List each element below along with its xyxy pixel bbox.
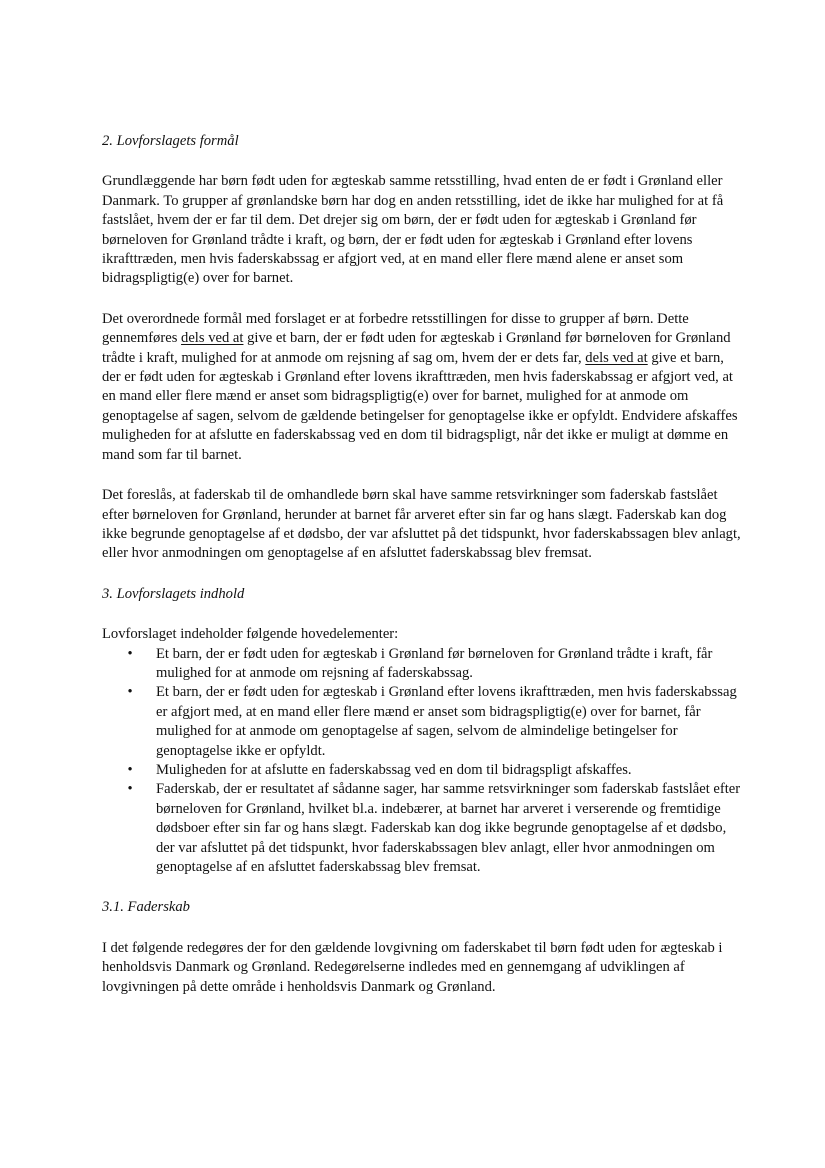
paragraph-retsvirkninger: Det foreslås, at faderskab til de omhandlede børn skal have samme retsvirkninger som faderskab fastslået efter børneloven for Grønland, herunder at barnet får arveret efter sin far og hans slægt. Faderskab kan dog ikke begrunde genoptagelse af et dødsbo, der var afsluttet på det tidspunkt, hvor faderskabssagen blev anlagt, eller hvor anmodningen om genoptagelse af en afsluttet faderskabssag blev fremsat.	[102, 487, 741, 562]
list-item	[120, 780, 742, 877]
list-item-text: Faderskab, der er resultatet af sådanne sager, har samme retsvirkninger som faderskab fastslået efter børneloven for Grønland, hvilket bl.a. indebærer, at barnet har arveret i verserende og fremtidige dødsboer efter sin far og hans slægt. Faderskab kan dog ikke begrunde genoptagelse af et dødsbo, der var afsluttet på det tidspunkt, hvor faderskabssagen blev anlagt, eller hvor anmodningen om genoptagelse af en afsluttet faderskabssag blev fremsat.	[156, 781, 741, 875]
list-item-text: Muligheden for at afslutte en faderskabssag ved en dom til bidragspligt afskaffes.	[156, 761, 632, 778]
bullet-icon: •	[127, 645, 133, 662]
paragraph-overordnede-formaal	[102, 310, 742, 465]
section-heading-lovforslagets-indhold: 3. Lovforslagets indhold	[102, 585, 245, 602]
paragraph-text: Det overordnede formål med forslaget er at forbedre retsstillingen for disse to grupper af børn. Dette gennemføres	[102, 310, 689, 347]
list-item	[120, 761, 742, 780]
underlined-text: dels ved at	[181, 330, 244, 347]
underlined-text: dels ved at	[585, 349, 648, 366]
paragraph-text: give et barn, der er født uden for ægteskab i Grønland før børneloven for Grønland trådte i kraft, mulighed for at anmode om rejsning af sag om, hvem der er dets far,	[102, 330, 731, 366]
paragraph-text: give et barn, der er født uden for ægteskab i Grønland efter lovens ikrafttræden, men hvis faderskabssag er afgjort ved, at en mand eller flere mænd er anset som bidragspligtig(e) over for barnet, mulighed for at anmode om genoptagelse af sagen, selvom de gældende betingelser for genoptagelse ikke er opfyldt. Endvidere afskaffes muligheden for at afslutte en faderskabssag ved en dom til bidragspligt, når det ikke er muligt at dømme en mand som far til barnet.	[102, 349, 738, 463]
paragraph-hovedelementer-intro: Lovforslaget indeholder følgende hovedelementer:	[102, 626, 399, 643]
bullet-icon: •	[127, 761, 133, 778]
section-heading-faderskab: 3.1. Faderskab	[102, 899, 190, 916]
paragraph-retsstilling: Grundlæggende har børn født uden for ægteskab samme retsstilling, hvad enten de er født i Grønland eller Danmark. To grupper af grønlandske børn har dog en anden retsstilling, idet de ikke har mulighed for at få fastslået, hvem der er far til dem. Det drejer sig om børn, der er født uden for ægteskab i Grønland før børneloven for Grønland trådte i kraft, og børn, der er født uden for ægteskab i Grønland efter lovens ikrafttræden, men hvis faderskabssag er afgjort ved, at en mand eller flere mænd alene er anset som bidragspligtig(e) over for barnet.	[102, 173, 724, 287]
page-content	[102, 132, 742, 997]
list-item-text: Et barn, der er født uden for ægteskab i Grønland efter lovens ikrafttræden, men hvis faderskabssag er afgjort med, at en mand eller flere mænd er anset som bidragspligtig(e) over for barnet, får mulighed for at anmode om genoptagelse af sagen, selvom de almindelige betingelser for genoptagelse ikke er opfyldt.	[156, 684, 737, 759]
bullet-icon: •	[127, 684, 133, 701]
hovedelementer-list	[102, 645, 742, 878]
list-item-text: Et barn, der er født uden for ægteskab i Grønland før børneloven for Grønland trådte i kraft, får mulighed for at anmode om rejsning af faderskabssag.	[156, 645, 713, 681]
list-item	[120, 683, 742, 761]
section-heading-lovforslagets-formaal: 2. Lovforslagets formål	[102, 133, 239, 149]
paragraph-gaeldende-lovgivning: I det følgende redegøres der for den gældende lovgivning om faderskabet til børn født uden for ægteskab i henholdsvis Danmark og Grønland. Redegørelserne indledes med en gennemgang af udviklingen af lovgivningen på dette område i henholdsvis Danmark og Grønland.	[102, 939, 723, 995]
list-item	[120, 645, 742, 684]
bullet-icon: •	[127, 781, 133, 798]
